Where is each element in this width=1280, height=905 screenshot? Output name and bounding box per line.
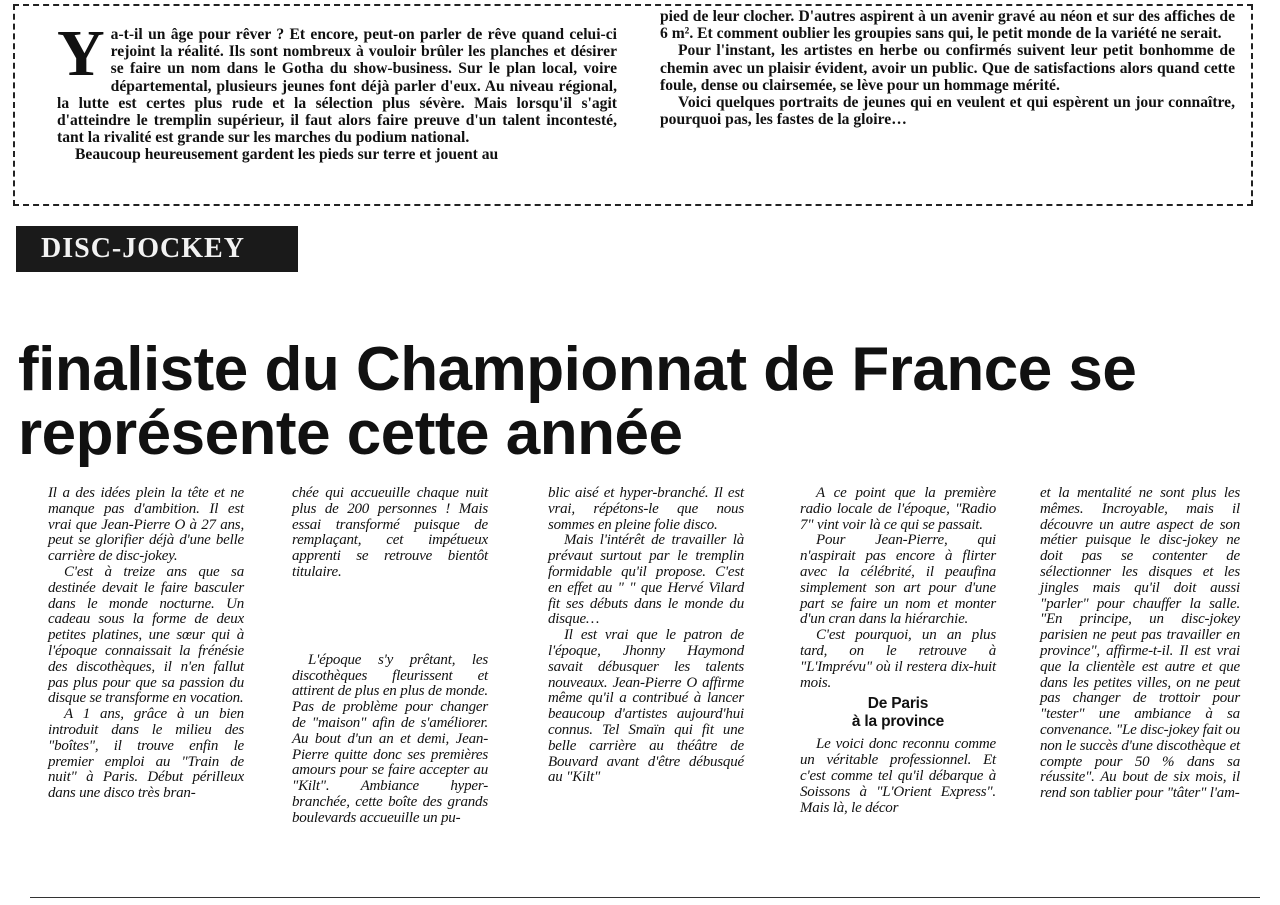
- article-column-5: [1040, 486, 1240, 802]
- intro-left-column: [57, 17, 617, 164]
- section-tag: DISC-JOCKEY: [16, 226, 298, 272]
- article-column-2: [292, 486, 488, 827]
- intro-box: [13, 4, 1253, 206]
- headline: finaliste du Championnat de France se représente cette année: [18, 335, 1137, 468]
- subheading-line-1: De Paris: [867, 695, 929, 713]
- subheading: [800, 695, 996, 731]
- column-1-paragraph-2: C'est à treize ans que sa destinée devait le faire basculer dans le monde nocturne. Un cadeau sous la forme de deux petites platines, une sœur qui à l'époque connaissait la frénésie des discothèques, il n'en fallut pas plus pour que sa passion du disque se transforme en vocation.: [48, 563, 244, 707]
- column-2-spacer: [292, 581, 488, 653]
- column-5-paragraph-1: et la mentalité ne sont plus les mêmes. Incroyable, mais il découvre un autre aspect de son métier puisque le disc-jokey ne doit pas se contenter de sélectionner les disques et les jingles mais qu'il doit aussi "parler" pour chauffer la salle. "En principe, un disc-jokey parisien ne peut pas travailler en province", affirme-t-il. Il est vrai que la clientèle est autre et que dans les petites villes, on ne peut pas changer de trottoir pour "tester" une ambiance à sa convenance. "Le disc-jokey fait ou non le succès d'une discothèque et compte pour 50 % dans sa réussite". Au bout de six mois, il rend son tablier pour "tâter" l'am-: [1040, 485, 1240, 802]
- bottom-rule: [30, 897, 1260, 898]
- article-column-4: [800, 486, 996, 816]
- column-2-paragraph-1: chée qui accueuille chaque nuit plus de 200 personnes ! Mais essai transformé puisque de remplaçant, cet impétueux apprenti se retrouve bientôt titulaire.: [292, 485, 488, 580]
- column-3-paragraph-1: blic aisé et hyper-branché. Il est vrai, répétons-le que nous sommes en pleine folie disco.: [548, 485, 744, 533]
- drop-cap: Y: [57, 17, 105, 90]
- column-2-paragraph-2: L'époque s'y prêtant, les discothèques fleurissent et attirent de plus en plus de monde. Pas de problème pour changer de "maison" afin de s'améliorer. Au bout d'un an et demi, Jean-Pierre quitte donc ses premières amours pour se faire accepter au "Kilt". Ambiance hyper-branchée, cette boîte des grands boulevards accueuille un pu-: [292, 651, 488, 826]
- intro-right-column: [660, 8, 1235, 128]
- intro-paragraph-5: Voici quelques portraits de jeunes qui en veulent et qui espèrent un jour connaître, pourquoi pas, les fastes de la gloire…: [660, 94, 1235, 129]
- intro-paragraph-1: [57, 17, 617, 147]
- intro-paragraph-4: Pour l'instant, les artistes en herbe ou confirmés suivent leur petit bonhomme de chemin avec un plaisir évident, avoir un public. Que de satisfactions alors quand cette foule, dense ou clairsemée, se lève pour un hommage mérité.: [660, 42, 1235, 94]
- article-column-1: [48, 486, 244, 802]
- column-3-paragraph-2: Mais l'intérêt de travailler là prévaut surtout par le tremplin formidable qu'il propose. C'est en effet au " " que Hervé Vilard fit ses débuts dans le monde du disque…: [548, 532, 744, 628]
- intro-paragraph-2: Beaucoup heureusement gardent les pieds sur terre et jouent au: [75, 146, 499, 164]
- column-4-paragraph-1: A ce point que la première radio locale de l'époque, "Radio 7" vint voir là ce qui se passait.: [800, 485, 996, 533]
- column-4-paragraph-4: Le voici donc reconnu comme un véritable professionnel. Et c'est comme tel qu'il débarque à Soissons à "L'Orient Express". Mais là, le décor: [800, 736, 996, 816]
- column-1-paragraph-1: Il a des idées plein la tête et ne manque pas d'ambition. Il est vrai que Jean-Pierre O à 27 ans, peut se glorifier déjà d'une belle carrière de disc-jokey.: [48, 485, 244, 565]
- column-4-paragraph-2: Pour Jean-Pierre, qui n'aspirait pas encore à flirter avec la célébrité, il peaufina simplement son art pour d'une part se faire un nom et monter d'un cran dans la hiérarchie.: [800, 532, 996, 628]
- column-4-paragraph-3: C'est pourquoi, un an plus tard, on le retrouve à "L'Imprévu" où il restera dix-huit mois.: [800, 627, 996, 691]
- subheading-line-2: à la province: [851, 713, 945, 731]
- article-column-3: [548, 486, 744, 786]
- intro-paragraph-1-text: a-t-il un âge pour rêver ? Et encore, peut-on parler de rêve quand celui-ci rejoint la réalité. Ils sont nombreux à vouloir brûler les planches et désirer se faire un nom dans le Gotha du show-business. Sur le plan local, voire départemental, plusieurs jeunes font déjà parler d'eux. Au niveau régional, la lutte est certes plus rude et la sélection plus sévère. Mais lorsqu'il s'agit d'atteindre le tremplin supérieur, il faut alors faire preuve d'un talent incontesté, tant la rivalité est grande sur les marches du podium national.: [57, 26, 617, 147]
- intro-paragraph-3: pied de leur clocher. D'autres aspirent à un avenir gravé au néon et sur des affiches de 6 m². Et comment oublier les groupies sans qui, le petit monde de la variété ne serait.: [660, 8, 1235, 43]
- column-3-paragraph-3: Il est vrai que le patron de l'époque, Jhonny Haymond savait débusquer les talents nouveaux. Jean-Pierre O affirme même qu'il a contribué à lancer beaucoup d'artistes aujourd'hui connus. Tel Smaïn qui fit une belle carrière au théâtre de Bouvard avant d'être débusqué au "Kilt": [548, 627, 744, 786]
- column-1-paragraph-3: A 1 ans, grâce à un bien introduit dans le milieu des "boîtes", il trouve enfin le premier emploi au "Train de nuit" à Paris. Début périlleux dans une disco très bran-: [48, 706, 244, 802]
